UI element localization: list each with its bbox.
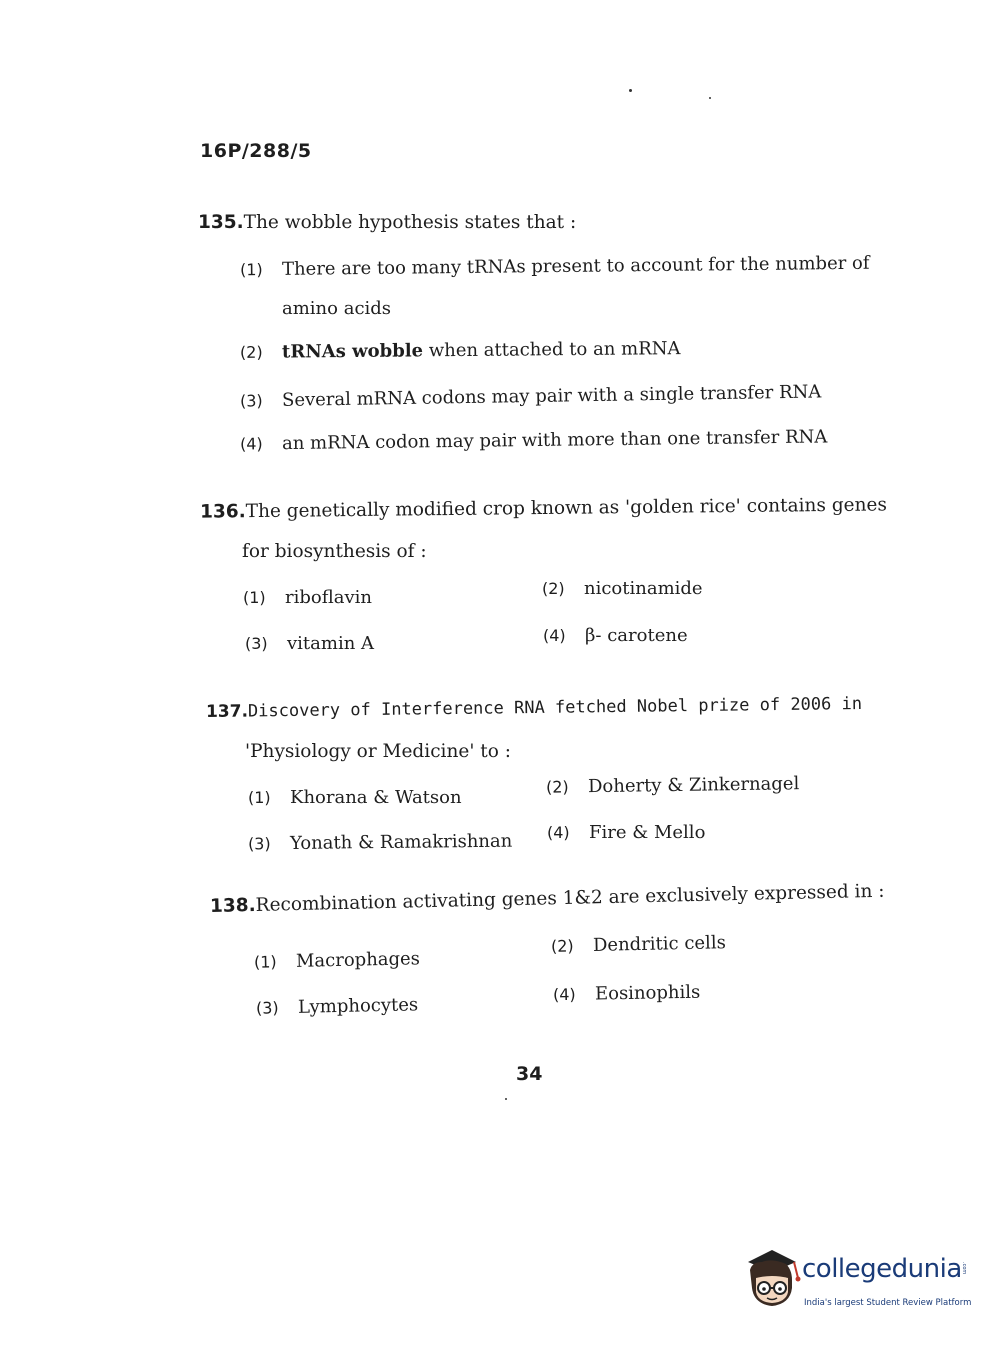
option-text: nicotinamide: [584, 578, 703, 599]
student-mascot-icon: [742, 1248, 804, 1318]
collegedunia-logo: [742, 1248, 972, 1318]
question-text: Recombination activating genes 1&2 are exclusively expressed in :: [255, 880, 885, 916]
option-138-2: [551, 932, 726, 957]
option-number: (2): [550, 936, 574, 956]
question-number: 135.: [198, 212, 244, 233]
paper-code: 16P/288/5: [200, 140, 312, 162]
option-text: Fire & Mello: [589, 822, 706, 843]
option-138-3: [256, 994, 419, 1018]
option-number: (1): [253, 952, 277, 972]
option-number: (3): [245, 634, 268, 653]
option-number: (4): [543, 626, 566, 645]
option-text: Lymphocytes: [297, 994, 419, 1018]
option-135-1: [240, 253, 870, 281]
option-number: (1): [248, 788, 271, 807]
option-text: Several mRNA codons may pair with a single transfer RNA: [281, 381, 822, 411]
question-137-cont: 'Physiology or Medicine' to :: [245, 741, 511, 762]
option-text: Macrophages: [295, 948, 421, 972]
brand-tld: .com: [961, 1262, 967, 1275]
option-text: when attached to an mRNA: [422, 338, 681, 362]
option-137-4: [547, 822, 705, 843]
option-number: (4): [547, 823, 570, 842]
option-number: (4): [239, 434, 263, 454]
question-text: The genetically modified crop known as 'golden rice' contains genes: [245, 494, 888, 523]
question-number: 136.: [199, 501, 246, 523]
option-number: (3): [239, 391, 263, 411]
option-137-2: [546, 773, 800, 798]
option-text: There are too many tRNAs present to account for the number of: [281, 252, 870, 280]
option-number: (1): [239, 260, 263, 280]
question-137: [206, 694, 862, 722]
option-138-1: [254, 948, 420, 972]
option-number: (4): [552, 984, 576, 1005]
question-number: 138.: [209, 894, 256, 917]
question-135: [198, 212, 576, 233]
question-136: [200, 494, 887, 522]
option-137-1: [248, 787, 462, 808]
option-text-bold: tRNAs wobble: [281, 340, 424, 363]
option-135-2: [240, 338, 681, 363]
option-136-2: [542, 578, 703, 599]
option-text: Yonath & Ramakrishnan: [289, 830, 513, 854]
option-number: (3): [247, 834, 271, 854]
option-135-1-cont: amino acids: [282, 298, 392, 319]
option-text: Dendritic cells: [592, 932, 727, 956]
option-135-3: [240, 381, 822, 411]
option-136-4: [543, 625, 688, 646]
option-137-3: [248, 831, 513, 855]
option-text: an mRNA codon may pair with more than one transfer RNA: [281, 426, 828, 455]
brand-tagline: India's largest Student Review Platform: [804, 1298, 972, 1308]
option-text: vitamin A: [287, 633, 375, 654]
question-number: 137.: [205, 701, 249, 723]
scan-speck: [505, 1098, 507, 1100]
scan-speck: [709, 97, 711, 99]
option-text: Doherty & Zinkernagel: [587, 773, 800, 798]
option-138-4: [553, 982, 701, 1006]
page-number: 34: [516, 1063, 543, 1085]
question-138: [210, 881, 885, 917]
option-136-1: [243, 587, 372, 608]
option-number: (2): [545, 777, 569, 797]
question-text: Discovery of Interference RNA fetched Nobel prize of 2006 in: [247, 693, 863, 722]
option-number: (3): [255, 998, 279, 1018]
scan-speck: [629, 89, 632, 92]
brand-name: collegedunia: [802, 1254, 962, 1284]
question-136-cont: for biosynthesis of :: [242, 541, 427, 562]
option-text: Khorana & Watson: [290, 787, 462, 808]
option-number: (2): [239, 342, 263, 362]
option-135-4: [240, 426, 828, 454]
question-text: The wobble hypothesis states that :: [243, 212, 577, 233]
option-number: (2): [542, 579, 565, 598]
option-136-3: [245, 633, 374, 654]
option-text: riboflavin: [285, 587, 372, 608]
option-number: (1): [243, 588, 266, 607]
option-text: β- carotene: [585, 625, 688, 646]
option-text: Eosinophils: [594, 981, 701, 1005]
